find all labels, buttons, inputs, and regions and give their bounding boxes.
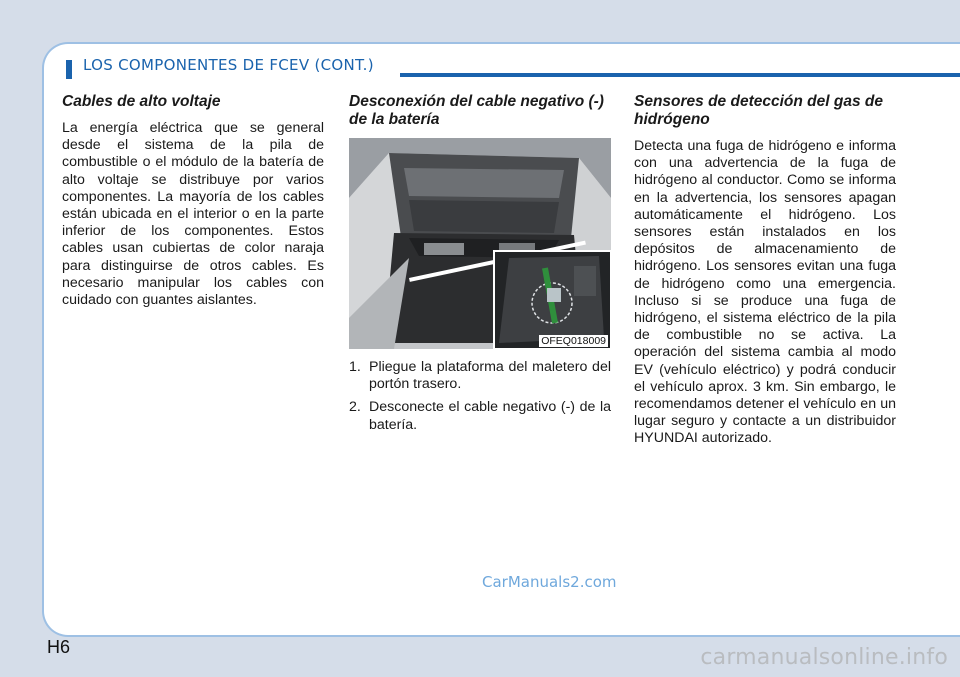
header-accent-bar xyxy=(66,60,72,79)
disconnect-steps xyxy=(349,359,611,434)
step-number: 1. xyxy=(349,359,361,375)
column-hydrogen-sensors xyxy=(634,93,896,448)
step-text: Desconecte el cable negativo (-) de la batería. xyxy=(369,399,611,433)
page-number: H6 xyxy=(47,637,71,657)
heading-high-voltage-cables: Cables de alto voltaje xyxy=(62,93,221,110)
watermark-link[interactable]: CarManuals2.com xyxy=(482,573,617,591)
column-battery-disconnect xyxy=(349,93,611,440)
step-item xyxy=(349,399,611,433)
column-high-voltage-cables xyxy=(62,93,324,309)
step-number: 2. xyxy=(349,399,361,416)
figure-code: OFEQ018009 xyxy=(541,335,606,347)
trunk-battery-photo xyxy=(349,138,611,349)
header-rule xyxy=(400,73,960,77)
section-title: LOS COMPONENTES DE FCEV (CONT.) xyxy=(83,56,374,74)
heading-hydrogen-sensors: Sensores de detección del gas de hidrógeno xyxy=(634,93,883,128)
step-text: Pliegue la plataforma del maletero del portón trasero. xyxy=(369,359,611,393)
paragraph-high-voltage-cables: La energía eléctrica que se general desde el sistema de la pila de combustible o el módulo de la batería de alto voltaje se distribuye por varios componentes. La mayoría de los cables están ubicada en el interior o en la parte inferior de los componentes. Estos cables usan cubiertas de color naraja para distinguirse de otros cables. Es necesario manipular los cables con cuidado con guantes aislantes. xyxy=(62,120,324,309)
footer-watermark: carmanualsonline.info xyxy=(700,645,948,670)
heading-battery-disconnect: Desconexión del cable negativo (-) de la batería xyxy=(349,93,604,128)
trunk-illustration xyxy=(349,138,611,349)
step-item xyxy=(349,359,611,393)
paragraph-hydrogen-sensors: Detecta una fuga de hidrógeno e informa con una advertencia de la fuga de hidrógeno al conductor. Como se informa en la advertencia, los sensores apagan automáticamente el hidrógeno. Los sensores están instalados en los depósitos de almacenamiento de hidrógeno. Los sensores evitan una fuga de hidrógeno como una emergencia. Incluso si se produce una fuga de hidrógeno, el sistema eléctrico de la pila de combustible no se activa. La operación del sistema cambia al modo EV (vehículo eléctrico) y podrá conducir el vehículo aprox. 3 km. Sin embargo, le recomendamos detener el vehículo en un lugar seguro y contacte a un distribuidor HYUNDAI autorizado. xyxy=(634,138,896,447)
